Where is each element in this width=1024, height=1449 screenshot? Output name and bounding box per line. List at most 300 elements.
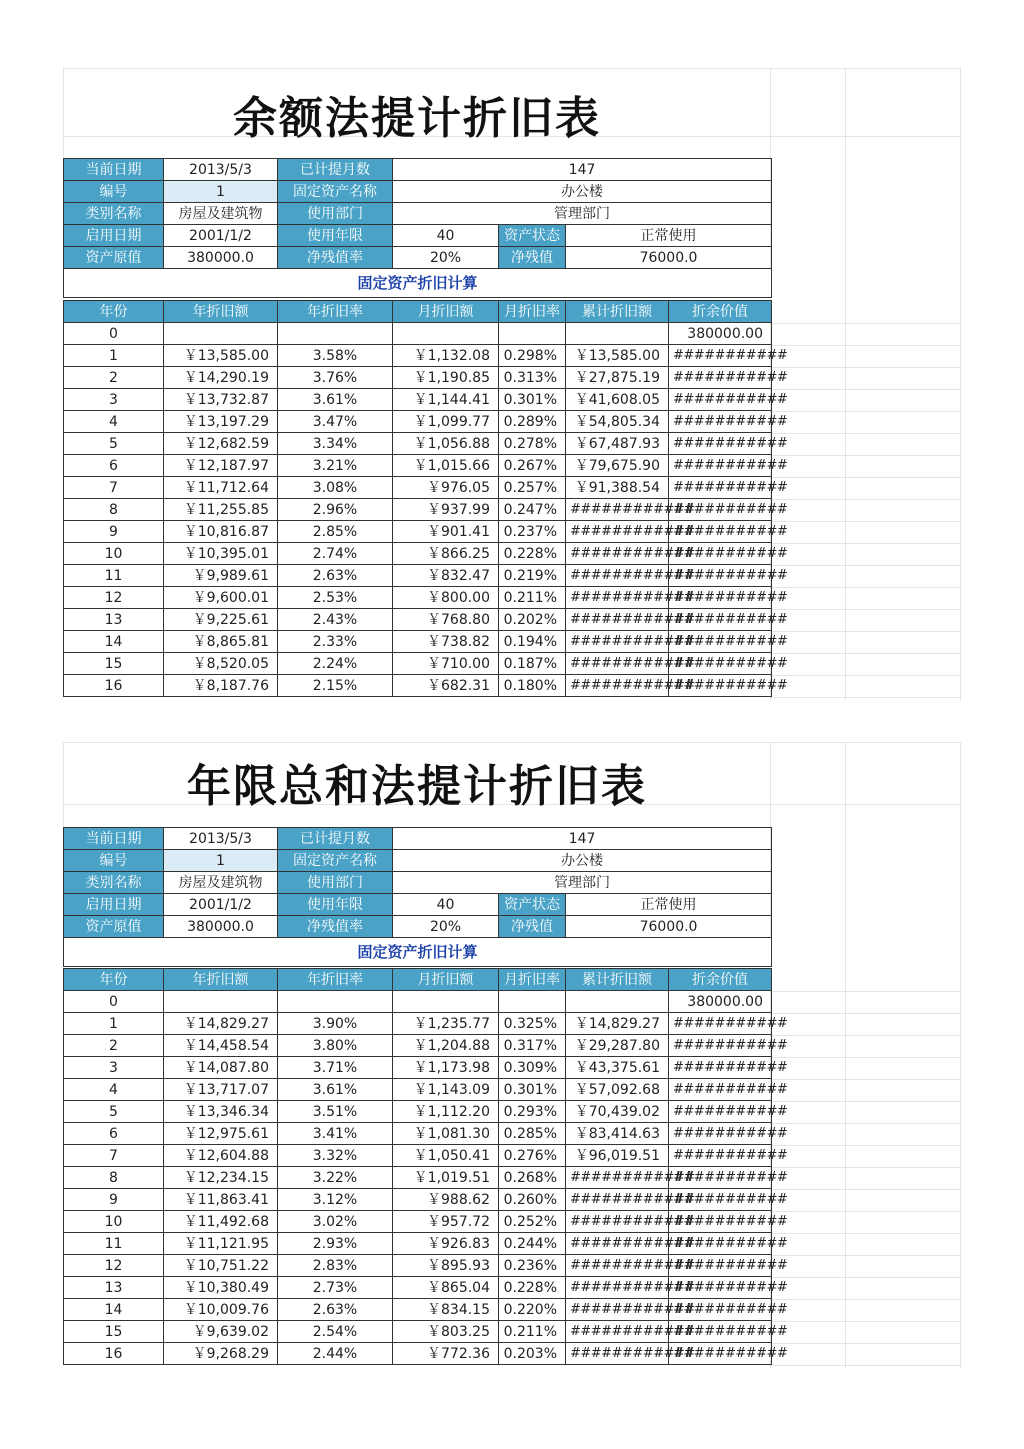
life-value[interactable]: 40 [393,894,499,916]
table-cell[interactable]: 10 [64,1211,164,1233]
table-cell[interactable]: ￥1,204.88 [393,1035,499,1057]
grid-line [771,323,961,324]
table-cell[interactable]: ￥70,439.02 [566,1101,669,1123]
table-cell[interactable]: 1 [64,345,164,367]
table-cell[interactable]: ￥1,235.77 [393,1013,499,1035]
table-cell[interactable]: ########### [669,1013,772,1035]
table-cell[interactable]: ￥901.41 [393,521,499,543]
table-cell[interactable]: ############ [566,1299,669,1321]
table-cell[interactable]: 2.73% [278,1277,393,1299]
table-cell[interactable]: ########### [669,653,772,675]
table-cell[interactable]: ########### [669,587,772,609]
asset-name-value[interactable]: 办公楼 [393,850,772,872]
table-cell[interactable] [278,991,393,1013]
grid-line [771,521,961,522]
table-cell[interactable]: ￥10,380.49 [164,1277,278,1299]
table-cell[interactable]: ￥11,121.95 [164,1233,278,1255]
table-cell[interactable]: ￥57,092.68 [566,1079,669,1101]
table-cell[interactable]: 15 [64,1321,164,1343]
table-row [64,1277,772,1299]
table-cell[interactable]: 2.93% [278,1233,393,1255]
grid-line [771,455,961,456]
table-cell[interactable]: ￥11,492.68 [164,1211,278,1233]
table-cell[interactable]: ￥13,732.87 [164,389,278,411]
table-cell[interactable]: ￥14,087.80 [164,1057,278,1079]
table-cell[interactable]: 2 [64,367,164,389]
table-cell[interactable]: 0.180% [499,675,566,697]
table-cell[interactable]: ########### [669,543,772,565]
table-cell[interactable]: 3.47% [278,411,393,433]
table-cell[interactable]: ￥14,458.54 [164,1035,278,1057]
table-cell[interactable]: 14 [64,631,164,653]
table-cell[interactable]: 0 [64,991,164,1013]
table-cell[interactable]: 1 [64,1013,164,1035]
table-cell[interactable]: ￥8,520.05 [164,653,278,675]
table-cell[interactable]: 3.08% [278,477,393,499]
table-cell[interactable]: 5 [64,433,164,455]
table-cell[interactable]: ############ [566,1255,669,1277]
table-cell[interactable]: 3.61% [278,389,393,411]
table-cell[interactable]: 0.309% [499,1057,566,1079]
grid-line [771,499,961,500]
table-cell[interactable]: ￥10,395.01 [164,543,278,565]
table-cell[interactable] [164,991,278,1013]
table-cell[interactable]: 7 [64,1145,164,1167]
table-cell[interactable]: 0.267% [499,455,566,477]
table-cell[interactable] [499,323,566,345]
table-cell[interactable]: ￥9,268.29 [164,1343,278,1365]
table-cell[interactable]: ￥13,197.29 [164,411,278,433]
table-cell[interactable]: ########### [669,455,772,477]
table-cell[interactable]: ￥12,187.97 [164,455,278,477]
table-cell[interactable]: ￥865.04 [393,1277,499,1299]
table-cell[interactable]: ￥10,751.22 [164,1255,278,1277]
table-cell[interactable]: 3.34% [278,433,393,455]
table-cell[interactable]: 3 [64,1057,164,1079]
grid-line [771,1189,961,1190]
table-cell[interactable]: ￥9,639.02 [164,1321,278,1343]
table-cell[interactable]: 3.12% [278,1189,393,1211]
table-row [64,499,772,521]
table-cell[interactable]: ￥8,187.76 [164,675,278,697]
table-cell[interactable]: 3.41% [278,1123,393,1145]
grid-line [771,477,961,478]
life-value[interactable]: 40 [393,225,499,247]
table-cell[interactable]: 12 [64,587,164,609]
start-value[interactable]: 2001/1/2 [164,225,278,247]
table-cell[interactable]: 2.85% [278,521,393,543]
months-value[interactable]: 147 [393,828,772,850]
table-row [64,521,772,543]
start-label: 启用日期 [64,225,164,247]
table-cell[interactable]: ￥895.93 [393,1255,499,1277]
table-cell[interactable]: ￥803.25 [393,1321,499,1343]
table-cell[interactable]: ￥937.99 [393,499,499,521]
table-cell[interactable]: ########### [669,1167,772,1189]
orig-value[interactable]: 380000.0 [164,247,278,269]
table-cell[interactable]: 0.268% [499,1167,566,1189]
table-cell[interactable]: 0.228% [499,1277,566,1299]
table-cell[interactable] [499,991,566,1013]
table-cell[interactable]: ########### [669,1321,772,1343]
column-header: 月折旧率 [499,301,566,323]
orig-label: 资产原值 [64,247,164,269]
table-cell[interactable]: 0.260% [499,1189,566,1211]
dept-label: 使用部门 [278,872,393,894]
table-cell[interactable]: ￥12,234.15 [164,1167,278,1189]
table-cell[interactable] [566,991,669,1013]
table-cell[interactable]: ############ [566,499,669,521]
table-cell[interactable]: ￥1,112.20 [393,1101,499,1123]
table-cell[interactable]: 0.276% [499,1145,566,1167]
table-cell[interactable]: 0.301% [499,1079,566,1101]
grid-line [771,1167,961,1168]
table-cell[interactable]: 2.83% [278,1255,393,1277]
table-cell[interactable]: ￥957.72 [393,1211,499,1233]
months-label: 已计提月数 [278,828,393,850]
category-value[interactable]: 房屋及建筑物 [164,872,278,894]
table-cell[interactable]: 3.90% [278,1013,393,1035]
table-cell[interactable]: 2.53% [278,587,393,609]
table-cell[interactable]: ########### [669,1299,772,1321]
table-cell[interactable]: ############ [566,1321,669,1343]
code-value[interactable]: 1 [164,181,278,203]
table-cell[interactable]: ########### [669,565,772,587]
table-cell[interactable]: 12 [64,1255,164,1277]
table-cell[interactable]: ￥682.31 [393,675,499,697]
table-cell[interactable]: ￥1,173.98 [393,1057,499,1079]
table-cell[interactable]: ￥800.00 [393,587,499,609]
table-cell[interactable]: 6 [64,1123,164,1145]
table-cell[interactable]: 2.63% [278,1299,393,1321]
table-cell[interactable]: 16 [64,1343,164,1365]
asset-name-label: 固定资产名称 [278,181,393,203]
table-cell[interactable]: ########### [669,1057,772,1079]
table-cell[interactable]: 0.202% [499,609,566,631]
dept-value[interactable]: 管理部门 [393,872,772,894]
table-cell[interactable]: 11 [64,1233,164,1255]
table-row [64,1123,772,1145]
table-cell[interactable]: ￥12,604.88 [164,1145,278,1167]
table-cell[interactable]: 3.76% [278,367,393,389]
table-cell[interactable]: ########### [669,1255,772,1277]
table-cell[interactable]: 9 [64,1189,164,1211]
table-cell[interactable]: ￥832.47 [393,565,499,587]
table-cell[interactable]: ￥13,346.34 [164,1101,278,1123]
table-cell[interactable]: 0.203% [499,1343,566,1365]
table-cell[interactable]: 3.32% [278,1145,393,1167]
table-cell[interactable] [566,323,669,345]
table-cell[interactable]: ￥14,290.19 [164,367,278,389]
table-cell[interactable]: 3.51% [278,1101,393,1123]
table-cell[interactable]: ########### [669,609,772,631]
table-cell[interactable]: ￥29,287.80 [566,1035,669,1057]
table-cell[interactable]: 0.278% [499,433,566,455]
table-cell[interactable]: ￥768.80 [393,609,499,631]
table-cell[interactable]: ￥926.83 [393,1233,499,1255]
table-cell[interactable]: 0.289% [499,411,566,433]
table-cell[interactable]: ########### [669,499,772,521]
table-cell[interactable]: ########### [669,1277,772,1299]
table-cell[interactable]: ########### [669,1189,772,1211]
table-cell[interactable]: 13 [64,609,164,631]
column-header: 折余价值 [669,969,772,991]
table-cell[interactable]: 4 [64,411,164,433]
table-cell[interactable]: ########### [669,1079,772,1101]
residual-value[interactable]: 76000.0 [566,247,772,269]
table-cell[interactable]: ########### [669,433,772,455]
table-cell[interactable]: 3.21% [278,455,393,477]
table-cell[interactable]: 3.58% [278,345,393,367]
table-cell[interactable]: 2.74% [278,543,393,565]
table-cell[interactable]: ############ [566,587,669,609]
table-cell[interactable]: 0.187% [499,653,566,675]
table-cell[interactable]: ############ [566,1167,669,1189]
table-cell[interactable]: ￥1,099.77 [393,411,499,433]
table-cell[interactable]: ############ [566,521,669,543]
table-cell[interactable]: ￥12,975.61 [164,1123,278,1145]
table-cell[interactable]: 2.44% [278,1343,393,1365]
table-cell[interactable]: 7 [64,477,164,499]
residual-rate-value[interactable]: 20% [393,247,499,269]
table-cell[interactable]: 3.61% [278,1079,393,1101]
table-cell[interactable]: 6 [64,455,164,477]
table-cell[interactable]: ￥988.62 [393,1189,499,1211]
table-cell[interactable]: ￥54,805.34 [566,411,669,433]
table-cell[interactable]: ￥43,375.61 [566,1057,669,1079]
months-value[interactable]: 147 [393,159,772,181]
table-cell[interactable]: ￥13,585.00 [566,345,669,367]
status-value[interactable]: 正常使用 [566,225,772,247]
table-cell[interactable]: 9 [64,521,164,543]
column-header: 年折旧额 [164,969,278,991]
table-cell[interactable]: ￥13,585.00 [164,345,278,367]
table-cell[interactable]: 16 [64,675,164,697]
table-cell[interactable] [393,991,499,1013]
table-cell[interactable]: ########### [669,1123,772,1145]
table-cell[interactable]: 2.43% [278,609,393,631]
grid-line [771,675,961,676]
table-cell[interactable]: 14 [64,1299,164,1321]
table-cell[interactable]: ￥710.00 [393,653,499,675]
column-header: 月折旧额 [393,301,499,323]
table-cell[interactable]: 3.71% [278,1057,393,1079]
table-cell[interactable]: 2.54% [278,1321,393,1343]
table-cell[interactable]: ￥14,829.27 [566,1013,669,1035]
table-row [64,389,772,411]
table-cell[interactable]: ￥41,608.05 [566,389,669,411]
category-label: 类别名称 [64,872,164,894]
table-cell[interactable]: ￥834.15 [393,1299,499,1321]
table-cell[interactable]: 4 [64,1079,164,1101]
table-cell[interactable]: ￥976.05 [393,477,499,499]
table-cell[interactable]: ########### [669,1035,772,1057]
table-cell[interactable]: ############ [566,675,669,697]
residual-rate-label: 净残值率 [278,247,393,269]
table-cell[interactable]: 0.237% [499,521,566,543]
table-cell[interactable]: ############ [566,565,669,587]
table-cell[interactable]: 0.298% [499,345,566,367]
table-cell[interactable]: ￥83,414.63 [566,1123,669,1145]
table-cell[interactable]: ########### [669,631,772,653]
table-cell[interactable]: ￥772.36 [393,1343,499,1365]
table-cell[interactable]: 0.313% [499,367,566,389]
current-date-value[interactable]: 2013/5/3 [164,828,278,850]
dept-value[interactable]: 管理部门 [393,203,772,225]
table-cell[interactable]: 380000.00 [669,991,772,1013]
table-cell[interactable]: 0.317% [499,1035,566,1057]
table-cell[interactable]: 15 [64,653,164,675]
table-cell[interactable]: 0.257% [499,477,566,499]
table-cell[interactable]: ############ [566,1211,669,1233]
table-cell[interactable]: ￥14,829.27 [164,1013,278,1035]
table-cell[interactable] [278,323,393,345]
table-cell[interactable]: ############ [566,653,669,675]
table-cell[interactable]: 2.96% [278,499,393,521]
table-cell[interactable]: ￥1,144.41 [393,389,499,411]
table-cell[interactable]: ########### [669,367,772,389]
table-cell[interactable]: ￥1,056.88 [393,433,499,455]
table-cell[interactable]: 3.80% [278,1035,393,1057]
table-cell[interactable]: ￥11,863.41 [164,1189,278,1211]
table-cell[interactable]: ￥27,875.19 [566,367,669,389]
grid-line [771,1343,961,1344]
grid-line [771,609,961,610]
table-cell[interactable]: ￥866.25 [393,543,499,565]
table-cell[interactable]: ########### [669,1211,772,1233]
table-cell[interactable]: 0.211% [499,1321,566,1343]
table-cell[interactable]: 0.219% [499,565,566,587]
table-cell[interactable] [393,323,499,345]
table-cell[interactable]: ￥738.82 [393,631,499,653]
table-cell[interactable]: ￥10,816.87 [164,521,278,543]
table-row [64,1013,772,1035]
table-cell[interactable]: ￥1,143.09 [393,1079,499,1101]
table-cell[interactable]: ########### [669,1145,772,1167]
column-header: 累计折旧额 [566,969,669,991]
table-cell[interactable]: 2.33% [278,631,393,653]
table-cell[interactable]: 3 [64,389,164,411]
table-cell[interactable]: 0.301% [499,389,566,411]
months-label: 已计提月数 [278,159,393,181]
orig-value[interactable]: 380000.0 [164,916,278,938]
table-cell[interactable]: ########### [669,345,772,367]
table-cell[interactable]: 5 [64,1101,164,1123]
table-cell[interactable]: ############ [566,1189,669,1211]
table-cell[interactable]: 0.285% [499,1123,566,1145]
table-cell[interactable]: ￥11,712.64 [164,477,278,499]
table-cell[interactable]: ########### [669,389,772,411]
current-date-value[interactable]: 2013/5/3 [164,159,278,181]
table-row [64,1057,772,1079]
table-cell[interactable]: ￥1,081.30 [393,1123,499,1145]
table-cell[interactable]: ￥91,388.54 [566,477,669,499]
code-value[interactable]: 1 [164,850,278,872]
table-cell[interactable] [164,323,278,345]
table-cell[interactable]: ############ [566,631,669,653]
table-cell[interactable]: 0.211% [499,587,566,609]
table-cell[interactable]: ￥12,682.59 [164,433,278,455]
table-cell[interactable]: ############ [566,543,669,565]
table-cell[interactable]: 8 [64,499,164,521]
table-cell[interactable]: 2.24% [278,653,393,675]
table-cell[interactable]: ￥1,132.08 [393,345,499,367]
table-cell[interactable]: 13 [64,1277,164,1299]
table-cell[interactable]: ￥9,989.61 [164,565,278,587]
table-cell[interactable]: 3.02% [278,1211,393,1233]
table-cell[interactable]: 0.325% [499,1013,566,1035]
table-cell[interactable]: ￥9,225.61 [164,609,278,631]
table-cell[interactable]: ############ [566,1343,669,1365]
table-cell[interactable]: ########### [669,521,772,543]
table-cell[interactable]: 0.220% [499,1299,566,1321]
table-cell[interactable]: ￥1,015.66 [393,455,499,477]
sheet-title: 年限总和法提计折旧表 [187,761,647,812]
orig-label: 资产原值 [64,916,164,938]
table-cell[interactable]: 0.252% [499,1211,566,1233]
table-cell[interactable]: 11 [64,565,164,587]
table-cell[interactable]: ########### [669,675,772,697]
table-cell[interactable]: ############ [566,609,669,631]
table-cell[interactable]: 0.228% [499,543,566,565]
table-cell[interactable]: 2 [64,1035,164,1057]
depreciation-table [63,968,788,1365]
start-value[interactable]: 2001/1/2 [164,894,278,916]
table-cell[interactable]: ￥1,050.41 [393,1145,499,1167]
table-cell[interactable]: ￥8,865.81 [164,631,278,653]
table-row [64,1343,772,1365]
table-row [64,1299,772,1321]
table-cell[interactable]: ￥79,675.90 [566,455,669,477]
table-cell[interactable]: ￥9,600.01 [164,587,278,609]
table-cell[interactable]: 0.244% [499,1233,566,1255]
status-value[interactable]: 正常使用 [566,894,772,916]
table-cell[interactable]: ########### [669,1101,772,1123]
asset-name-value[interactable]: 办公楼 [393,181,772,203]
table-cell[interactable]: 3.22% [278,1167,393,1189]
table-cell[interactable]: 10 [64,543,164,565]
grid-line [771,991,961,992]
table-cell[interactable]: 0.247% [499,499,566,521]
table-cell[interactable]: 0.236% [499,1255,566,1277]
table-cell[interactable]: ￥67,487.93 [566,433,669,455]
table-cell[interactable]: ￥96,019.51 [566,1145,669,1167]
category-value[interactable]: 房屋及建筑物 [164,203,278,225]
column-header: 年份 [64,301,164,323]
table-cell[interactable]: 0.293% [499,1101,566,1123]
residual-rate-label: 净残值率 [278,916,393,938]
table-cell[interactable]: ￥13,717.07 [164,1079,278,1101]
table-cell[interactable]: ￥11,255.85 [164,499,278,521]
table-cell[interactable]: 0.194% [499,631,566,653]
table-cell[interactable]: ########### [669,477,772,499]
table-cell[interactable]: ########### [669,1343,772,1365]
table-cell[interactable]: 2.63% [278,565,393,587]
table-cell[interactable]: ￥1,190.85 [393,367,499,389]
table-cell[interactable]: 0 [64,323,164,345]
table-cell[interactable]: ############ [566,1277,669,1299]
table-cell[interactable]: ########### [669,1233,772,1255]
residual-value[interactable]: 76000.0 [566,916,772,938]
table-cell[interactable]: 380000.00 [669,323,772,345]
table-cell[interactable]: ########### [669,411,772,433]
table-cell[interactable]: ￥10,009.76 [164,1299,278,1321]
table-cell[interactable]: ￥1,019.51 [393,1167,499,1189]
table-cell[interactable]: 8 [64,1167,164,1189]
residual-rate-value[interactable]: 20% [393,916,499,938]
table-cell[interactable]: 2.15% [278,675,393,697]
table-cell[interactable]: ############ [566,1233,669,1255]
